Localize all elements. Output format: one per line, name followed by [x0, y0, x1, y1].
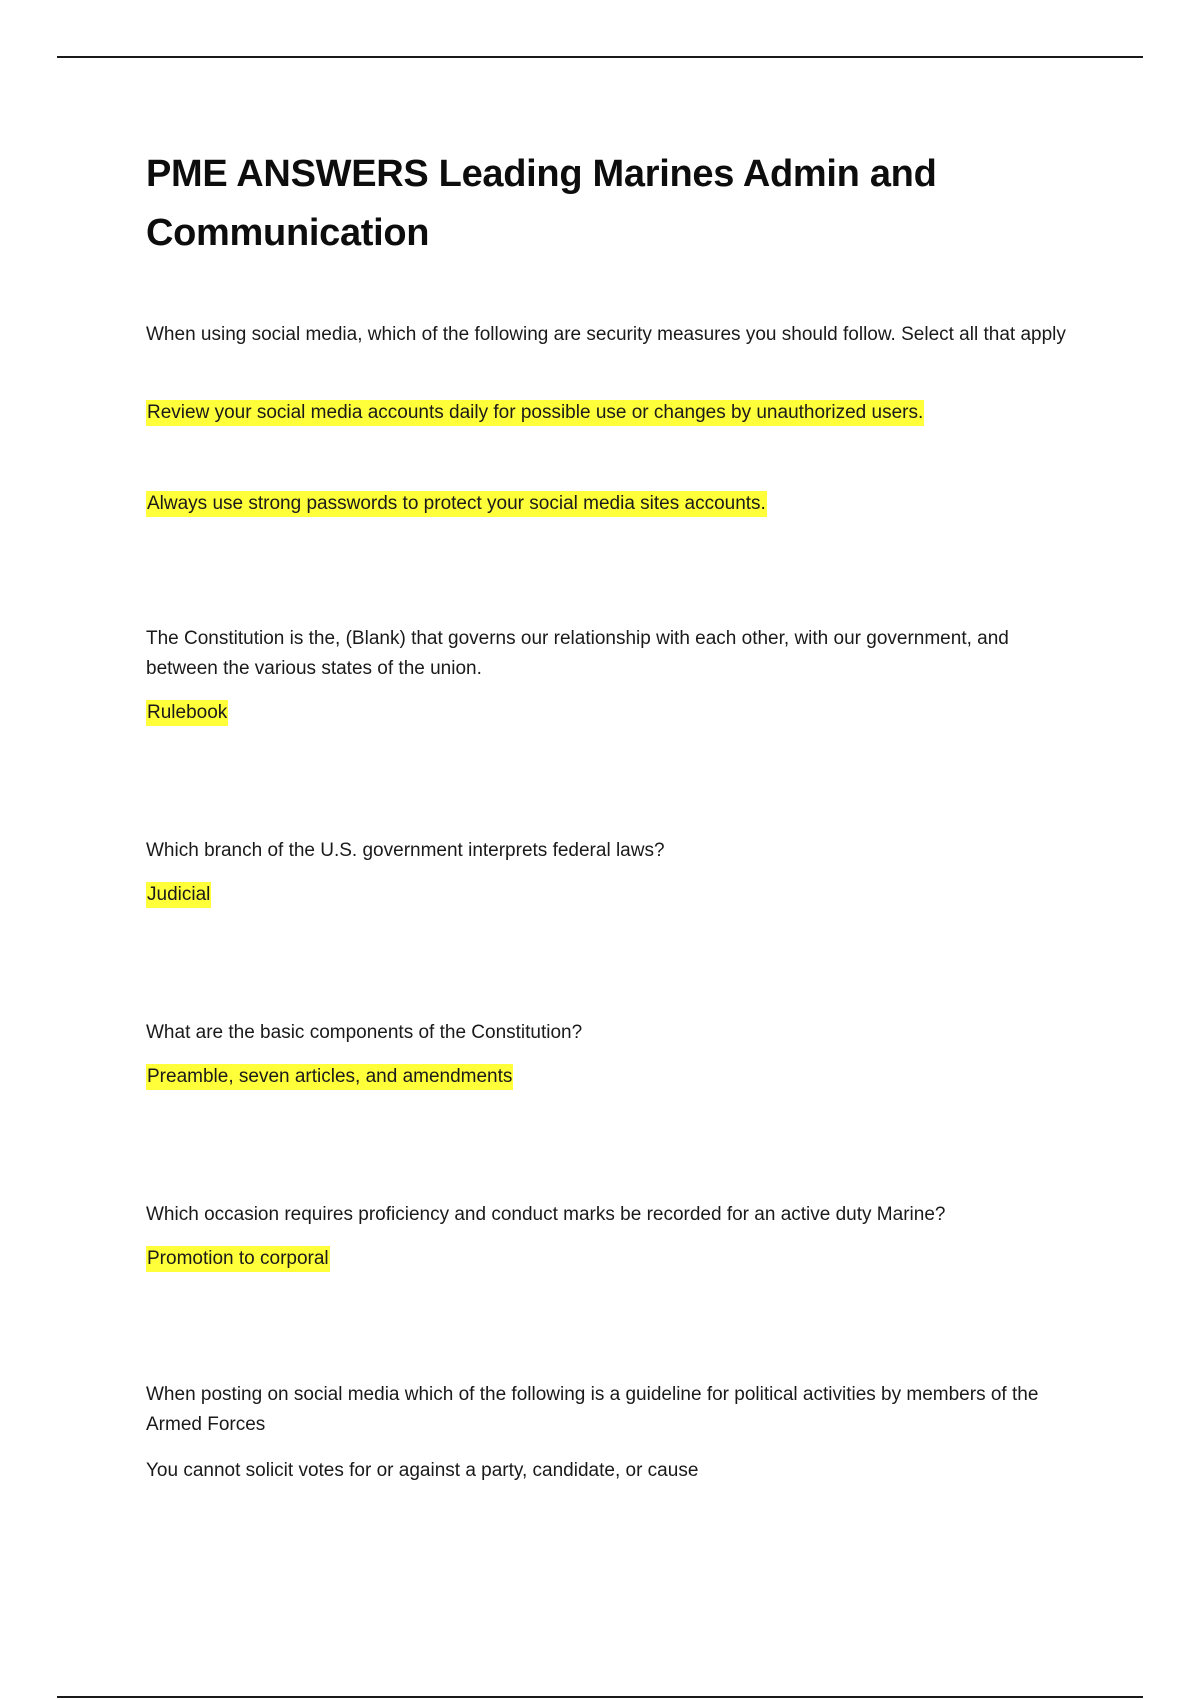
question-2: The Constitution is the, (Blank) that governs our relationship with each other, with our government, and between the various states of the union. — [146, 628, 1009, 679]
answer-5 — [146, 1244, 330, 1274]
answer-3 — [146, 880, 211, 910]
top-rule — [57, 56, 1143, 58]
answer-highlight: Review your social media accounts daily for possible use or changes by unauthorized users. — [146, 400, 924, 426]
question-1: When using social media, which of the following are security measures you should follow. Select all that apply — [146, 324, 1066, 345]
answer-highlight: Preamble, seven articles, and amendments — [146, 1064, 513, 1090]
document-title: PME ANSWERS Leading Marines Admin and Communication — [146, 153, 937, 254]
answer-1a — [146, 398, 924, 428]
question-6: When posting on social media which of the following is a guideline for political activities by members of the Armed Forces — [146, 1384, 1039, 1435]
answer-highlight: Promotion to corporal — [146, 1246, 330, 1272]
answer-1b — [146, 489, 767, 519]
question-4: What are the basic components of the Constitution? — [146, 1022, 583, 1043]
answer-highlight: Rulebook — [146, 700, 228, 726]
answer-highlight: Always use strong passwords to protect your social media sites accounts. — [146, 491, 767, 517]
answer-highlight: Judicial — [146, 882, 211, 908]
answer-6: You cannot solicit votes for or against a party, candidate, or cause — [146, 1460, 699, 1481]
question-5: Which occasion requires proficiency and conduct marks be recorded for an active duty Marine? — [146, 1204, 946, 1225]
bottom-rule — [57, 1696, 1143, 1698]
answer-4 — [146, 1062, 513, 1092]
question-3: Which branch of the U.S. government interprets federal laws? — [146, 840, 665, 861]
answer-2 — [146, 698, 228, 728]
